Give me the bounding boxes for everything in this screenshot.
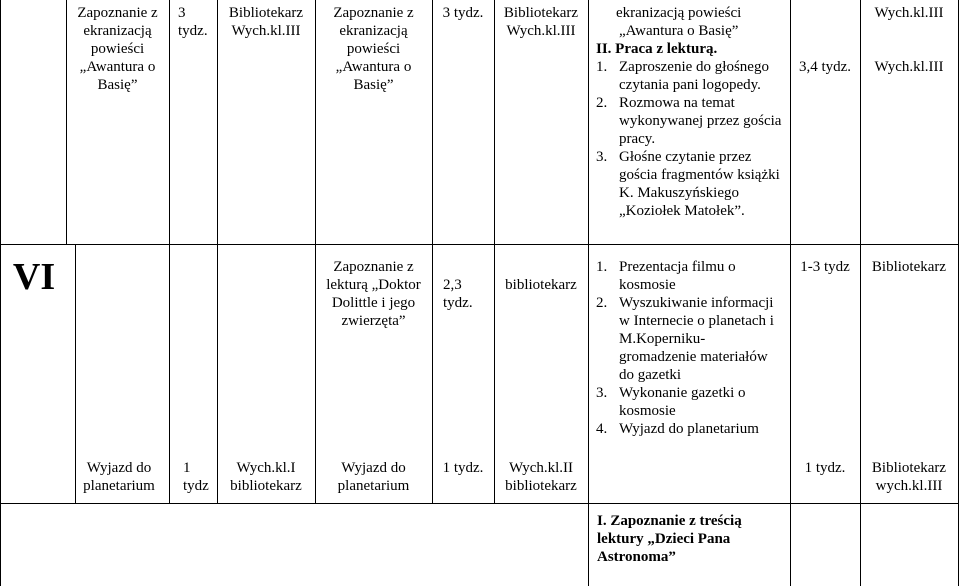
row2b-term-text: 1 tydz (183, 460, 209, 494)
row2b-term2-text: 1 tydz. (442, 460, 484, 476)
list-item: 4. Wyjazd do planetarium (596, 421, 759, 437)
column-divider (588, 0, 589, 586)
row2b-activity2-text: Wyjazd do planetarium (337, 460, 410, 494)
row2-term2-text: 2,3 tydz. (443, 277, 473, 311)
row1-content-cell (596, 4, 786, 220)
row2-responsible3-text: Bibliotekarz (871, 259, 947, 275)
row1-responsible3-text-b: Wych.kl.III (874, 59, 944, 75)
row1-term2-text: 3 tydz. (442, 5, 484, 21)
row1-content-line2: „Awantura o Basię” (619, 23, 739, 39)
row3-content-cell (597, 512, 767, 566)
row2b-term2-cell (433, 459, 493, 477)
row2-activity2-text: Zapoznanie z lekturą „Doktor Dolittle i jego zwierzęta” (326, 259, 421, 329)
row2-term3-text: 1-3 tydz (800, 259, 850, 275)
row1-term-cell (178, 4, 216, 40)
column-divider (790, 0, 791, 586)
column-divider (432, 0, 433, 503)
row2b-responsible3-text: Bibliotekarz wych.kl.III (871, 460, 947, 494)
list-item: 3. Głośne czytanie przez gościa fragmentów książki K. Makuszyńskiego „Koziołek Matołek”. (596, 149, 780, 219)
row1-term-text: 3 tydz. (178, 5, 208, 39)
row2-activity2-cell (316, 258, 431, 330)
list-item: 1. Zaproszenie do głośnego czytania pani logopedy. (596, 59, 769, 93)
row1-term3-text: 3,4 tydz. (798, 59, 852, 75)
row1-activity2-text: Zapoznanie z ekranizacją powieści „Awantura o Basię” (333, 5, 414, 93)
column-divider (860, 0, 861, 586)
row2b-responsible3-cell (861, 459, 957, 495)
row-divider (0, 503, 959, 504)
row2b-responsible-text: Wych.kl.I bibliotekarz (230, 460, 302, 494)
row2-responsible3-cell (861, 258, 957, 276)
row2b-responsible-cell (218, 459, 314, 495)
row2b-term-cell (183, 459, 216, 495)
column-divider (169, 0, 170, 503)
row2b-term3-text: 1 tydz. (804, 460, 846, 476)
row1-term3-cell (791, 58, 859, 76)
table-border-right (958, 0, 959, 586)
list-item: 3. Wykonanie gazetki o kosmosie (596, 385, 746, 419)
row2-responsible2-text: bibliotekarz (505, 277, 577, 293)
row2-term3-cell (791, 258, 859, 276)
row1-content-line1: ekranizacją powieści (616, 5, 742, 21)
row2b-activity2-cell (316, 459, 431, 495)
column-divider (217, 0, 218, 503)
row1-responsible-cell (218, 4, 314, 40)
row1-responsible-text: Bibliotekarz Wych.kl.III (228, 5, 304, 39)
class-label: VI (12, 256, 56, 298)
row3-content-text: I. Zapoznanie z treścią lektury „Dzieci Pana Astronoma” (597, 513, 742, 565)
row1-responsible2-text: Bibliotekarz Wych.kl.III (503, 5, 579, 39)
row2b-responsible2-cell (495, 459, 587, 495)
row2b-term3-cell (791, 459, 859, 477)
row2-content-cell (596, 258, 786, 438)
row1-activity-cell (67, 4, 168, 94)
row1-responsible3-cell (861, 4, 957, 22)
row2b-activity-text: Wyjazd do planetarium (83, 460, 155, 494)
row2b-responsible2-text: Wych.kl.II bibliotekarz (505, 460, 577, 494)
row1-responsible3-text-a: Wych.kl.III (874, 5, 944, 21)
list-item: 2. Wyszukiwanie informacji w Internecie o planetach i M.Koperniku- gromadzenie materiałów do gazetki (596, 295, 774, 383)
row2-responsible2-cell (495, 276, 587, 294)
row-divider (0, 244, 959, 245)
row1-section-heading: II. Praca z lekturą. (596, 41, 718, 57)
row1-activity-text: Zapoznanie z ekranizacją powieści „Awantura o Basię” (77, 5, 158, 93)
row1-term2-cell (433, 4, 493, 22)
list-item: 2. Rozmowa na temat wykonywanej przez gościa pracy. (596, 95, 782, 147)
column-divider (494, 0, 495, 503)
list-item: 1. Prezentacja filmu o kosmosie (596, 259, 736, 293)
row2-term2-cell (443, 276, 491, 312)
row1-responsible3-cell-b (861, 58, 957, 76)
row1-responsible2-cell (495, 4, 587, 40)
row2b-activity-cell (70, 459, 168, 495)
row1-activity2-cell (316, 4, 431, 94)
